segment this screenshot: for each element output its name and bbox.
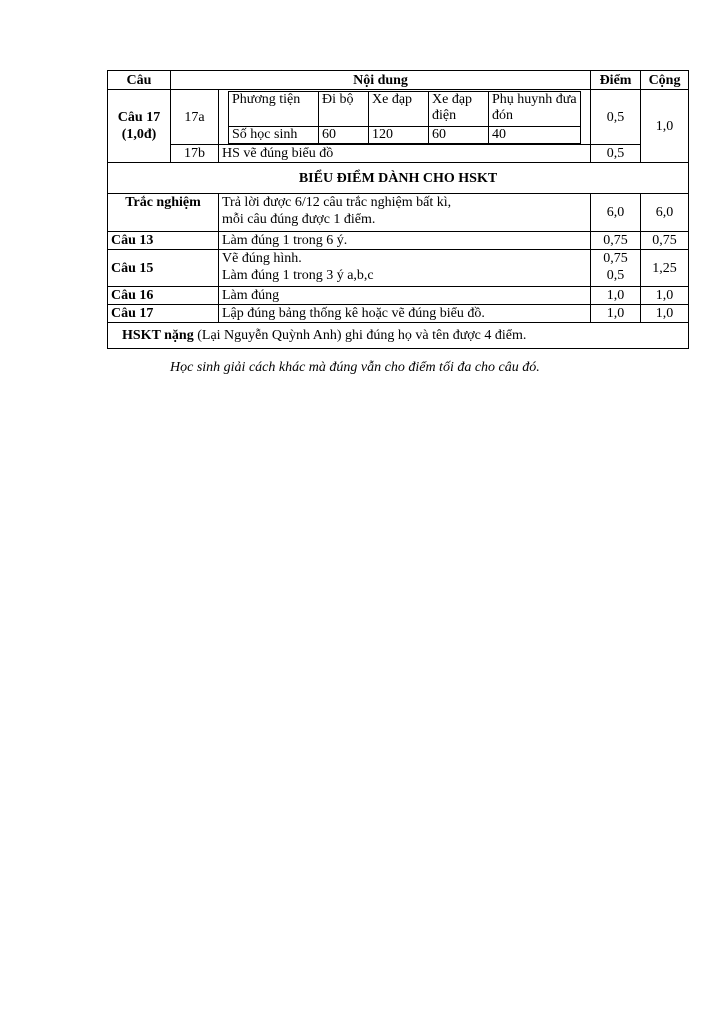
cell-cong-cau17-hskt: 1,0 xyxy=(641,305,689,323)
row-cau15 xyxy=(108,250,689,287)
transport-value-phuhuynh: 40 xyxy=(489,127,581,144)
header-cell-noidung: Nội dung xyxy=(171,71,591,90)
hskt-note-rest: (Lại Nguyễn Quỳnh Anh) ghi đúng họ và tên được 4 điểm. xyxy=(193,328,527,343)
transport-row-label: Số học sinh xyxy=(229,127,319,144)
cell-label-cau13: Câu 13 xyxy=(108,232,219,250)
transport-data-table xyxy=(228,91,581,144)
cell-sub-17a: 17a xyxy=(171,90,219,145)
hskt-note-bold: HSKT nặng xyxy=(122,328,194,343)
diem-line: 0,5 xyxy=(606,268,625,283)
cau17-label-line2: (1,0đ) xyxy=(121,127,157,142)
grading-table xyxy=(107,70,689,349)
cell-diem-17b: 0,5 xyxy=(591,145,641,163)
row-hskt-note xyxy=(108,323,689,349)
row-cau13 xyxy=(108,232,689,250)
cell-diem-cau13: 0,75 xyxy=(591,232,641,250)
cell-noidung-17b: HS vẽ đúng biểu đồ xyxy=(219,145,591,163)
transport-value-xedapdien: 60 xyxy=(429,127,489,144)
content-line: Làm đúng 1 trong 3 ý a,b,c xyxy=(222,268,374,283)
row-17b xyxy=(108,145,689,163)
transport-value-xedap: 120 xyxy=(369,127,429,144)
cell-cong-cau16: 1,0 xyxy=(641,287,689,305)
row-cau16 xyxy=(108,287,689,305)
transport-header-xedapdien: Xe đạp điện xyxy=(429,92,489,127)
cell-label-cau17-hskt: Câu 17 xyxy=(108,305,219,323)
row-trac-nghiem xyxy=(108,194,689,232)
content-line: Trả lời được 6/12 câu trắc nghiệm bất kì, xyxy=(222,195,452,210)
cell-diem-17a: 0,5 xyxy=(591,90,641,145)
row-hskt-banner xyxy=(108,163,689,194)
header-cell-diem: Điểm xyxy=(591,71,641,90)
footer-note: Học sinh giải cách khác mà đúng vẫn cho điểm tối đa cho câu đó. xyxy=(170,360,540,375)
content-line: Vẽ đúng hình. xyxy=(222,251,302,266)
transport-header-row xyxy=(229,92,581,127)
cell-content-cau13: Làm đúng 1 trong 6 ý. xyxy=(219,232,591,250)
cell-cau17-label xyxy=(108,90,171,163)
transport-header-phuhuynh: Phụ huynh đưa đón xyxy=(489,92,581,127)
cell-content-cau17-hskt: Lập đúng bảng thống kê hoặc vẽ đúng biểu đồ. xyxy=(219,305,591,323)
table-header-row xyxy=(108,71,689,90)
transport-values-row xyxy=(229,127,581,144)
cell-diem-trac-nghiem: 6,0 xyxy=(591,194,641,232)
transport-header-phuongtien: Phương tiện xyxy=(229,92,319,127)
cell-cong-cau15: 1,25 xyxy=(641,250,689,287)
diem-line: 0,75 xyxy=(603,251,628,266)
header-cell-cau: Câu xyxy=(108,71,171,90)
cell-cong-cau13: 0,75 xyxy=(641,232,689,250)
header-cell-cong: Cộng xyxy=(641,71,689,90)
row-cau17-hskt xyxy=(108,305,689,323)
cell-content-trac-nghiem xyxy=(219,194,591,232)
cell-cong-cau17: 1,0 xyxy=(641,90,689,163)
content-line: mỗi câu đúng được 1 điểm. xyxy=(222,212,376,227)
cell-diem-cau16: 1,0 xyxy=(591,287,641,305)
transport-value-dibo: 60 xyxy=(319,127,369,144)
cell-diem-cau15 xyxy=(591,250,641,287)
row-17a xyxy=(108,90,689,145)
cau17-label-line1: Câu 17 xyxy=(117,110,161,125)
transport-header-xedap: Xe đạp xyxy=(369,92,429,127)
cell-label-cau15: Câu 15 xyxy=(108,250,219,287)
cell-cong-trac-nghiem: 6,0 xyxy=(641,194,689,232)
cell-label-trac-nghiem: Trắc nghiệm xyxy=(108,194,219,232)
cell-noidung-17a xyxy=(219,90,591,145)
cell-label-cau16: Câu 16 xyxy=(108,287,219,305)
cell-content-cau15 xyxy=(219,250,591,287)
cell-sub-17b: 17b xyxy=(171,145,219,163)
cell-content-cau16: Làm đúng xyxy=(219,287,591,305)
transport-header-dibo: Đi bộ xyxy=(319,92,369,127)
hskt-note-cell xyxy=(108,323,689,349)
cell-diem-cau17-hskt: 1,0 xyxy=(591,305,641,323)
hskt-banner: BIỂU ĐIỂM DÀNH CHO HSKT xyxy=(108,163,689,194)
